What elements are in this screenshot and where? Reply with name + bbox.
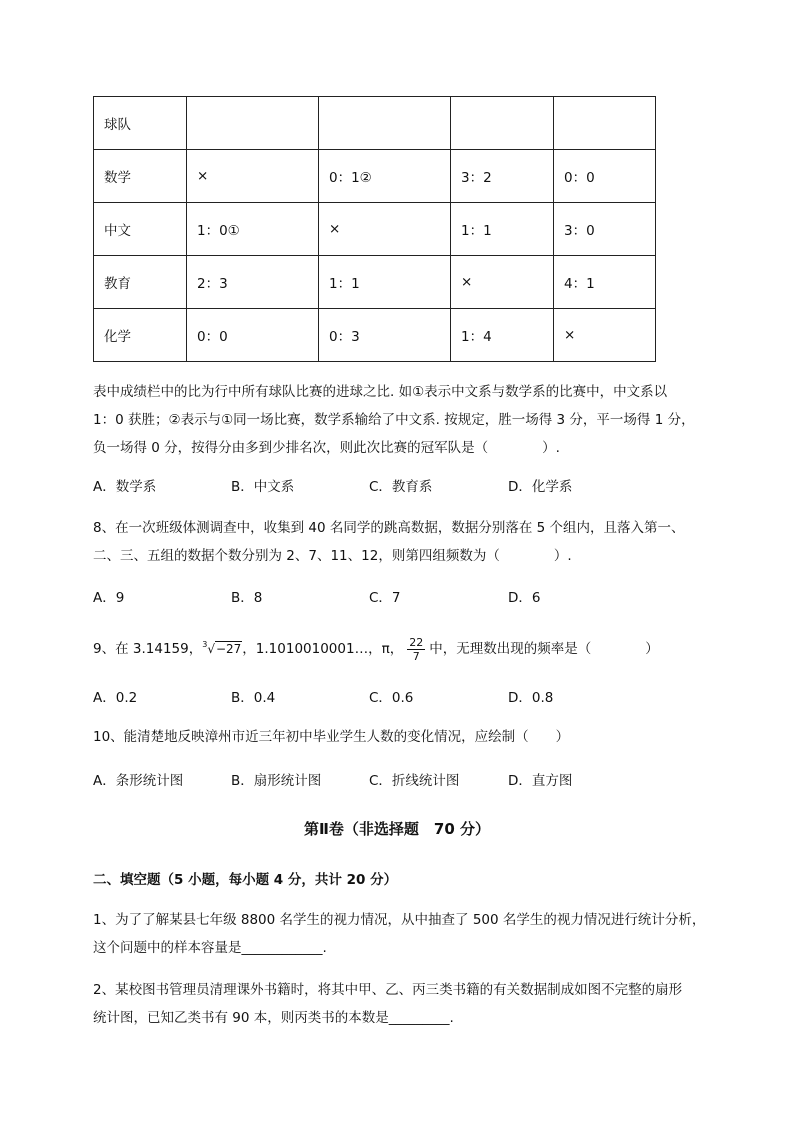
table-row <box>94 203 656 256</box>
option-c[interactable]: C．7 <box>369 590 401 606</box>
score-table <box>93 96 656 362</box>
q7-options <box>93 475 713 497</box>
table-cell: 教育 <box>94 256 187 309</box>
q9-options <box>93 686 713 708</box>
table-cell: 4：1 <box>554 256 656 309</box>
table-cell: × <box>554 309 656 362</box>
table-header-cell <box>187 97 319 150</box>
q8-line: 二、三、五组的数据个数分别为 2、7、11、12，则第四组频数为（ ）. <box>93 548 572 564</box>
option-c[interactable]: C．0.6 <box>369 690 414 706</box>
q10-options <box>93 769 713 791</box>
table-row <box>94 256 656 309</box>
q9-middle: ，1.1010010001…，π， <box>242 641 404 657</box>
table-cell: × <box>319 203 451 256</box>
table-header-cell <box>554 97 656 150</box>
fill1-line: 1、为了了解某县七年级 8800 名学生的视力情况，从中抽查了 500 名学生的视力情况进行统计分析， <box>93 912 706 928</box>
option-a[interactable]: A．0.2 <box>93 690 138 706</box>
q7-line: 负一场得 0 分，按得分由多到少排名次，则此次比赛的冠军队是（ ）. <box>93 440 560 456</box>
q9-suffix: 中，无理数出现的频率是（ ） <box>429 641 659 657</box>
table-cell: 1：4 <box>451 309 554 362</box>
fill1-text <box>93 906 713 962</box>
q8-line: 8、在一次班级体测调查中，收集到 40 名同学的跳高数据，数据分别落在 5 个组内，且落入第一、 <box>93 520 685 536</box>
fill2-line: 2、某校图书管理员清理课外书籍时，将其中甲、乙、丙三类书籍的有关数据制成如图不完整的扇形 <box>93 982 683 998</box>
table-row <box>94 97 656 150</box>
option-a[interactable]: A．数学系 <box>93 479 157 495</box>
option-b[interactable]: B．扇形统计图 <box>231 773 322 789</box>
table-header-cell <box>451 97 554 150</box>
option-d[interactable]: D．化学系 <box>508 479 573 495</box>
q10-line: 10、能清楚地反映漳州市近三年初中毕业学生人数的变化情况，应绘制（ ） <box>93 729 570 745</box>
table-cell: 中文 <box>94 203 187 256</box>
table-cell: × <box>451 256 554 309</box>
table-cell: 数学 <box>94 150 187 203</box>
table-cell: 1：1 <box>451 203 554 256</box>
table-cell: 化学 <box>94 309 187 362</box>
table-cell: 0：0 <box>554 150 656 203</box>
option-a[interactable]: A．9 <box>93 590 125 606</box>
table-row <box>94 150 656 203</box>
table-cell: 1：0① <box>187 203 319 256</box>
fraction-numerator: 22 <box>409 635 424 649</box>
table-cell: 2：3 <box>187 256 319 309</box>
fill2-text <box>93 976 713 1032</box>
option-b[interactable]: B．0.4 <box>231 690 276 706</box>
q8-text <box>93 514 713 570</box>
fill1-line: 这个问题中的样本容量是____________. <box>93 940 327 956</box>
fill2-line: 统计图，已知乙类书有 90 本，则丙类书的本数是_________. <box>93 1010 454 1026</box>
q7-line: 1：0 获胜；②表示与①同一场比赛，数学系输给了中文系. 按规定，胜一场得 3 分，平一场得 1 分， <box>93 412 695 428</box>
option-b[interactable]: B．8 <box>231 590 263 606</box>
option-d[interactable]: D．0.8 <box>508 690 554 706</box>
q7-line: 表中成绩栏中的比为行中所有球队比赛的进球之比. 如①表示中文系与数学系的比赛中，中文系以 <box>93 384 668 400</box>
q7-text <box>93 378 713 462</box>
q9-text <box>93 628 713 666</box>
option-a[interactable]: A．条形统计图 <box>93 773 184 789</box>
q8-options <box>93 586 713 608</box>
q9-prefix: 9、在 3.14159， <box>93 641 203 657</box>
table-header-cell <box>319 97 451 150</box>
option-d[interactable]: D．6 <box>508 590 541 606</box>
root-index: 3 <box>202 640 208 649</box>
table-cell: 0：0 <box>187 309 319 362</box>
q10-text <box>93 723 713 751</box>
part2-heading: 第Ⅱ卷（非选择题 70 分） <box>304 820 490 838</box>
root-radicand: −27 <box>215 642 242 656</box>
cube-root: $^3$√−27 <box>202 640 242 656</box>
table-cell: 0：1② <box>319 150 451 203</box>
table-cell: 3：0 <box>554 203 656 256</box>
option-c[interactable]: C．教育系 <box>369 479 433 495</box>
fraction-denominator: 7 <box>412 649 420 663</box>
option-d[interactable]: D．直方图 <box>508 773 573 789</box>
fraction <box>407 636 425 663</box>
option-c[interactable]: C．折线统计图 <box>369 773 460 789</box>
table-cell: 3：2 <box>451 150 554 203</box>
table-cell: 0：3 <box>319 309 451 362</box>
table-header-cell: 球队 <box>94 97 187 150</box>
table-cell: 1：1 <box>319 256 451 309</box>
section2-title: 二、填空题（5 小题，每小题 4 分，共计 20 分） <box>93 872 398 888</box>
table-cell: × <box>187 150 319 203</box>
option-b[interactable]: B．中文系 <box>231 479 295 495</box>
table-row <box>94 309 656 362</box>
